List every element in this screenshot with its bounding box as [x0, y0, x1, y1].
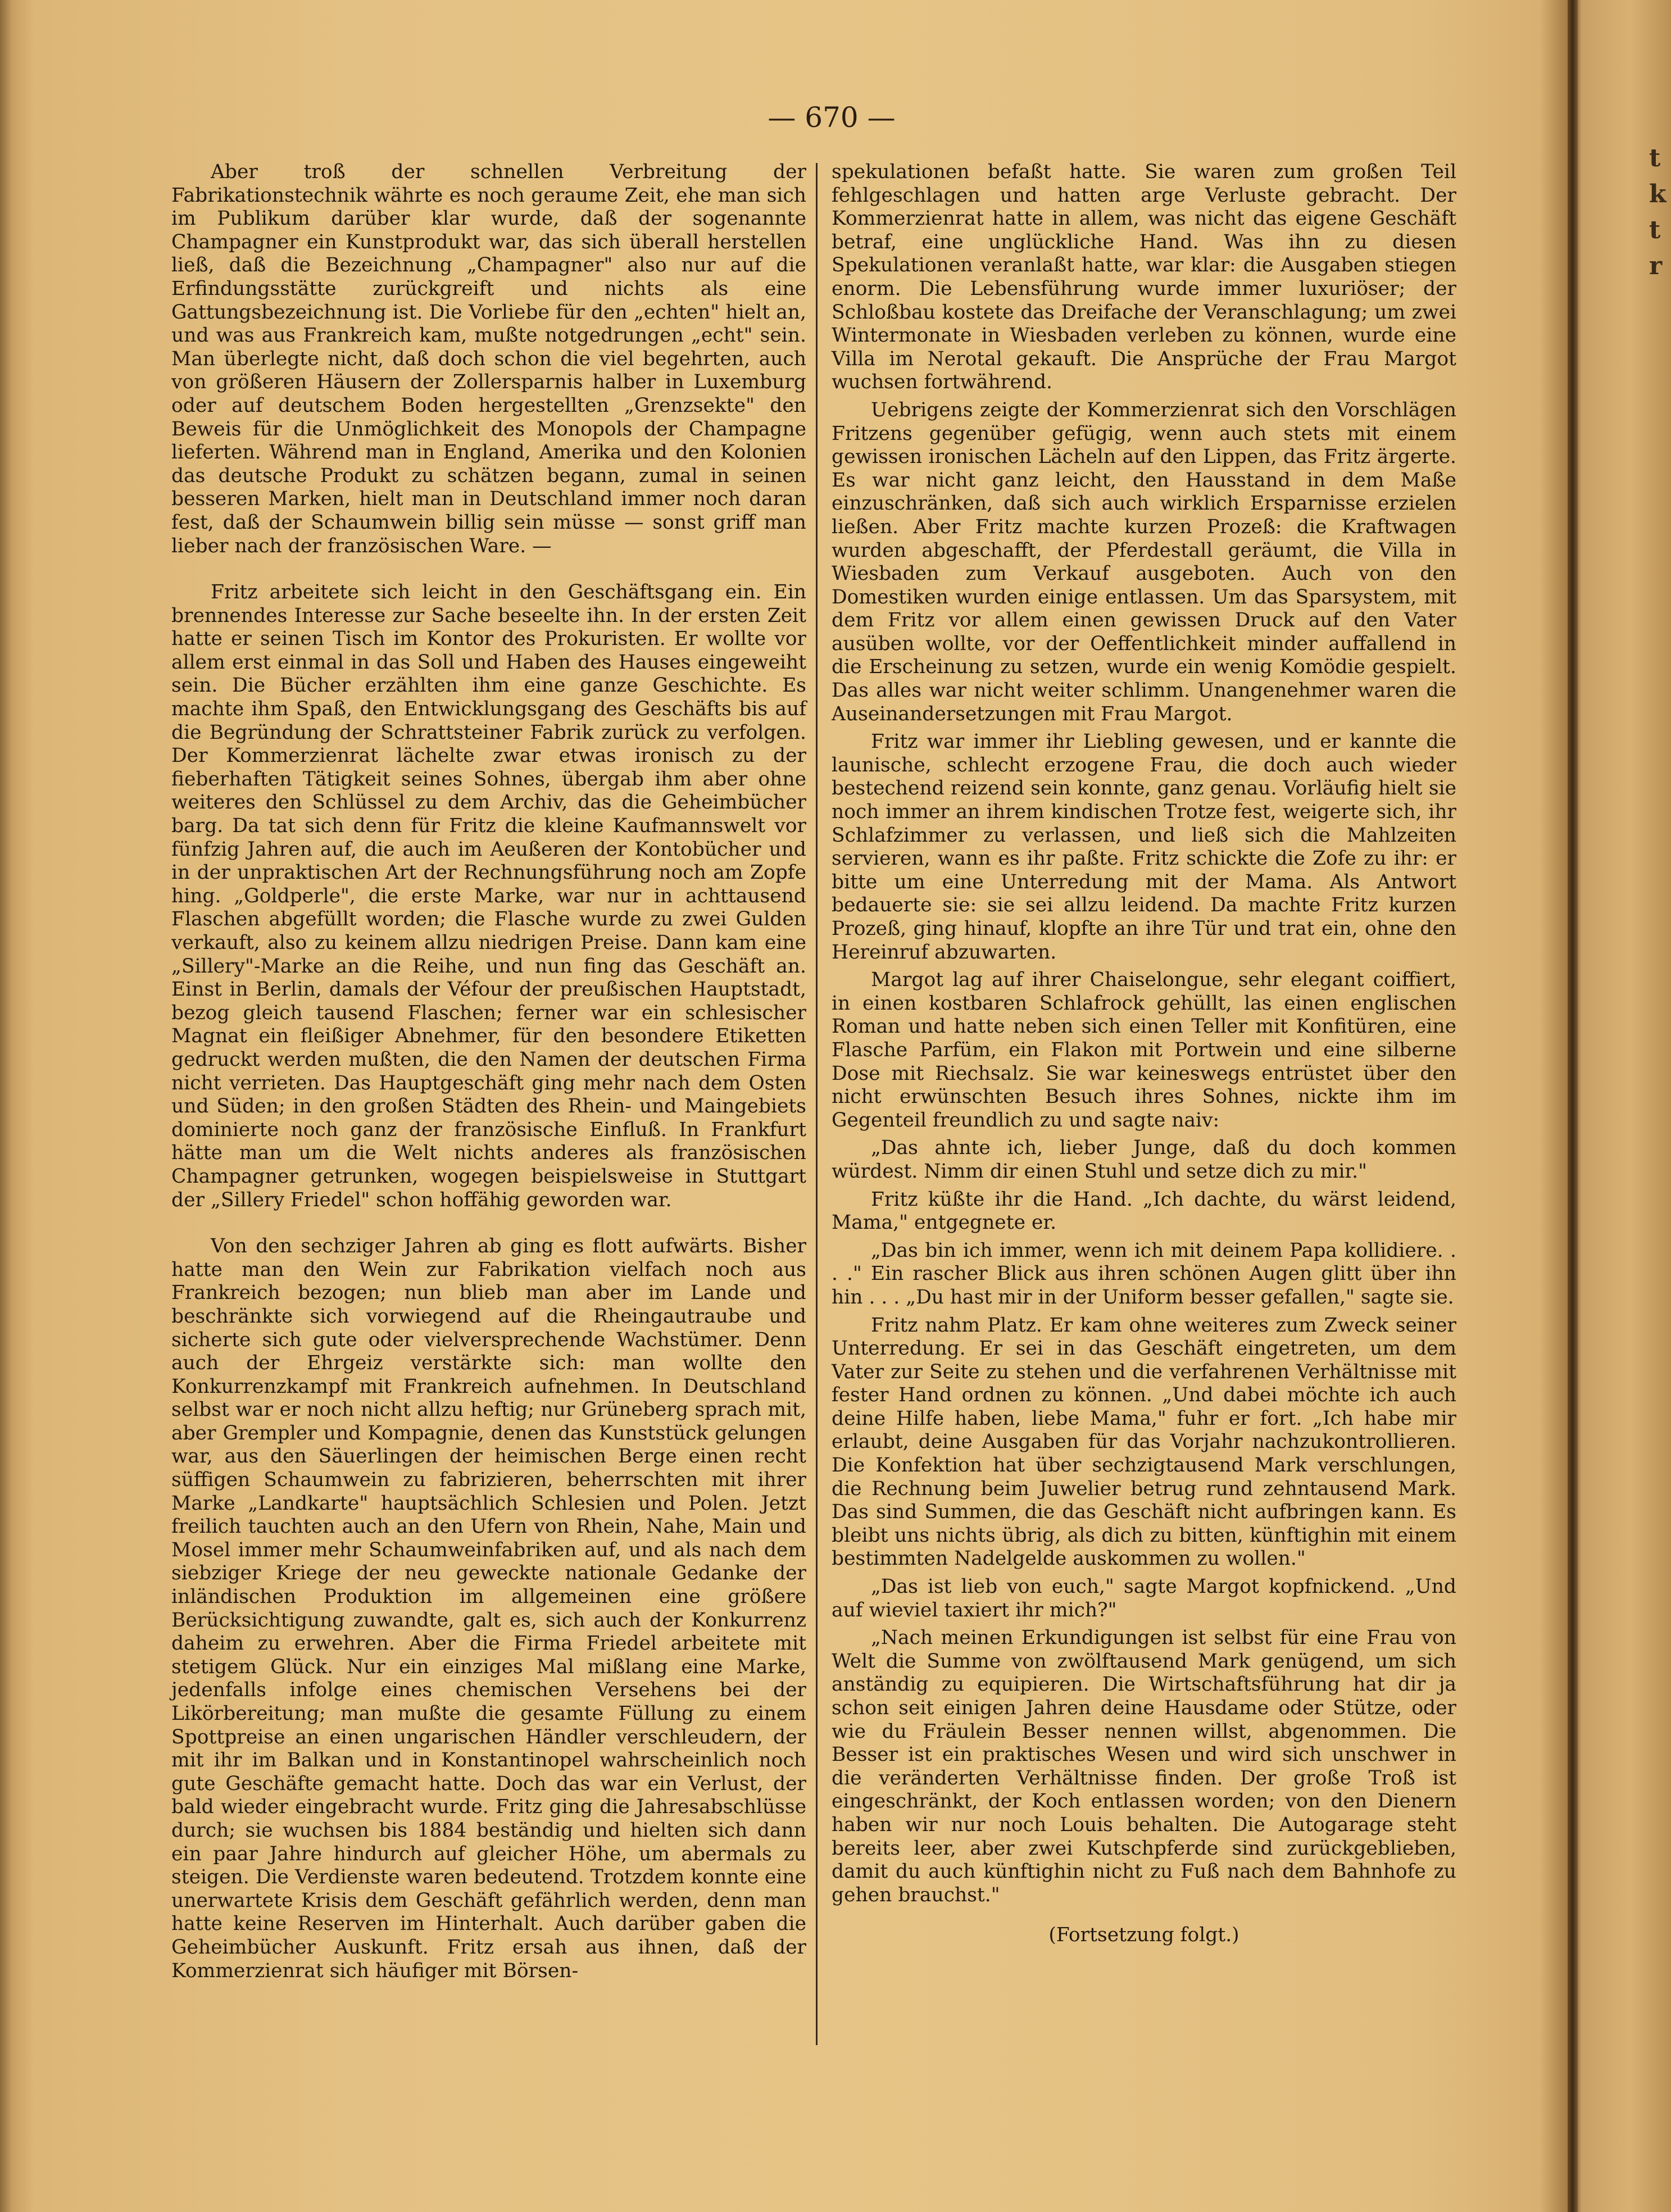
- paragraph: Fritz arbeitete sich leicht in den Geschäftsgang ein. Ein brennendes Interesse zur Sache beseelte ihn. In der ersten Zeit hatte er seinen Tisch im Kontor des Prokuristen. Er wollte vor allem erst einmal in das Soll und Haben des Hauses eingeweiht sein. Die Bücher erzählten ihm eine ganze Geschichte. Es machte ihm Spaß, den Entwicklungsgang des Geschäfts bis auf die Begründung der Schrattsteiner Fabrik zurück zu verfolgen. Der Kommerzienrat lächelte zwar etwas ironisch zu der fieberhaften Tätigkeit seines Sohnes, übergab ihm aber ohne weiteres den Schlüssel zu dem Archiv, das die Geheimbücher barg. Da tat sich denn für Fritz die kleine Kaufmannswelt vor fünfzig Jahren auf, die auch im Aeußeren der Kontobücher und in der unpraktischen Art der Rechnungsführung noch am Zopfe hing. „Goldperle", die erste Marke, war nur in achttausend Flaschen abgefüllt worden; die Flasche wurde zu zwei Gulden verkauft, also zu keinem allzu niedrigen Preise. Dann kam eine „Sillery"-Marke an die Reihe, und nun fing das Geschäft an. Einst in Berlin, damals der Véfour der preußischen Hauptstadt, bezog gleich tausend Flaschen; ferner war ein schlesischer Magnat ein fleißiger Abnehmer, für den besondere Etiketten gedruckt werden mußten, die den Namen der deutschen Firma nicht verrieten. Das Hauptgeschäft ging mehr nach dem Osten und Süden; in den großen Städten des Rhein- und Maingebiets dominierte noch ganz der französische Einfluß. In Frankfurt hätte man um die Welt nichts anderes als französischen Champagner getrunken, wogegen beispielsweise in Stuttgart der „Sillery Friedel" schon hoffähig geworden war.: [171, 581, 806, 1211]
- paragraph: Aber troß der schnellen Verbreitung der Fabrikationstechnik währte es noch geraume Zeit, ehe man sich im Publikum darüber klar wurde, daß der sogenannte Champagner ein Kunstprodukt war, das sich überall herstellen ließ, daß die Bezeichnung „Champagner" also nur auf die Erfindungsstätte zurückgreift und nichts als eine Gattungsbezeichnung ist. Die Vorliebe für den „echten" hielt an, und was aus Frankreich kam, mußte notgedrungen „echt" sein. Man überlegte nicht, daß doch schon die viel begehrten, auch von größeren Häusern der Zollersparnis halber in Luxemburg oder auf deutschem Boden hergestellten „Grenzsekte" den Beweis für die Unmöglichkeit des Monopols der Champagne lieferten. Während man in England, Amerika und den Kolonien das deutsche Produkt zu schätzen begann, zumal in seinen besseren Marken, hielt man in Deutschland immer noch daran fest, daß der Schaumwein billig sein müsse — sonst griff man lieber nach der französischen Ware. —: [171, 161, 806, 557]
- paragraph: „Das ist lieb von euch," sagte Margot kopfnickend. „Und auf wieviel taxiert ihr mich?": [832, 1575, 1456, 1621]
- paragraph: „Das bin ich immer, wenn ich mit deinem Papa kollidiere. . . ." Ein rascher Blick aus ihren schönen Augen glitt über ihn hin . . . „Du hast mir in der Uniform besser gefallen," sagte sie.: [832, 1239, 1456, 1309]
- right-column: [832, 161, 1456, 1947]
- edge-letter: k: [1649, 180, 1667, 208]
- paragraph: Von den sechziger Jahren ab ging es flott aufwärts. Bisher hatte man den Wein zur Fabrikation vielfach noch aus Frankreich bezogen; nun blieb man aber im Lande und beschränkte sich vorwiegend auf die Rheingautraube und sicherte sich gute oder vielversprechende Wachstümer. Denn auch der Ehrgeiz verstärkte sich: man wollte den Konkurrenzkampf mit Frankreich aufnehmen. In Deutschland selbst war er noch nicht allzu heftig; nur Grüneberg sprach mit, aber Grempler und Kompagnie, denen das Kunststück gelungen war, aus den Säuerlingen der heimischen Berge einen recht süffigen Schaumwein zu fabrizieren, beherrschten mit ihrer Marke „Landkarte" hauptsächlich Schlesien und Polen. Jetzt freilich tauchten auch an den Ufern von Rhein, Nahe, Main und Mosel immer mehr Schaumweinfabriken auf, und als nach dem siebziger Kriege der neu geweckte nationale Gedanke der inländischen Produktion im allgemeinen eine größere Berücksichtigung zuwandte, galt es, sich auch der Konkurrenz daheim zu erwehren. Aber die Firma Friedel arbeitete mit stetigem Glück. Nur ein einziges Mal mißlang eine Marke, jedenfalls infolge eines chemischen Versehens bei der Likörbereitung; man mußte die gesamte Füllung zu einem Spottpreise an einen ungarischen Händler verschleudern, der mit ihr im Balkan und in Konstantinopel wahrscheinlich noch gute Geschäfte gemacht hatte. Doch das war ein Verlust, der bald wieder eingebracht wurde. Fritz ging die Jahresabschlüsse durch; sie wuchsen bis 1884 beständig und hielten sich dann ein paar Jahre hindurch auf gleicher Höhe, um abermals zu steigen. Die Verdienste waren bedeutend. Trotzdem konnte eine unerwartete Krisis dem Geschäft gefährlich werden, denn man hatte keine Reserven im Hinterhalt. Auch darüber gaben die Geheimbücher Auskunft. Fritz ersah aus ihnen, daß der Kommerzienrat sich häufiger mit Börsen-: [171, 1235, 806, 1982]
- left-column: [171, 161, 806, 1983]
- paragraph: Fritz war immer ihr Liebling gewesen, und er kannte die launische, schlecht erzogene Frau, die doch auch wieder bestechend reizend sein konnte, ganz genau. Vorläufig hielt sie noch immer an ihrem kindischen Trotze fest, weigerte sich, ihr Schlafzimmer zu verlassen, und ließ sich die Mahlzeiten servieren, wann es ihr paßte. Fritz schickte die Zofe zu ihr: er bitte um eine Unterredung mit der Mama. Als Antwort bedauerte sie: sie sei allzu leidend. Da machte Fritz kurzen Prozeß, ging hinauf, klopfte an ihre Tür und trat ein, ohne den Hereinruf abzuwarten.: [832, 730, 1456, 964]
- paragraph: Fritz nahm Platz. Er kam ohne weiteres zum Zweck seiner Unterredung. Er sei in das Geschäft eingetreten, um dem Vater zur Seite zu stehen und die verfahrenen Verhältnisse mit fester Hand ordnen zu können. „Und dabei möchte ich auch deine Hilfe haben, liebe Mama," fuhr er fort. „Ich habe mir erlaubt, deine Ausgaben für das Vorjahr nachzukontrollieren. Die Konfektion hat über sechzigtausend Mark verschlungen, die Rechnung beim Juwelier betrug rund zehntausend Mark. Das sind Summen, die das Geschäft nicht aufbringen kann. Es bleibt uns nichts übrig, als dich zu bitten, künftighin mit einem bestimmten Nadelgelde auskommen zu wollen.": [832, 1314, 1456, 1570]
- edge-letter: t: [1649, 144, 1661, 172]
- paragraph: Margot lag auf ihrer Chaiselongue, sehr elegant coiffiert, in einen kostbaren Schlafrock gehüllt, las einen englischen Roman und hatte neben sich einen Teller mit Konfitüren, eine Flasche Parfüm, ein Flakon mit Portwein und eine silberne Dose mit Riechsalz. Sie war keineswegs entrüstet über den nicht erwünschten Besuch ihres Sohnes, nickte ihm im Gegenteil freundlich zu und sagte naiv:: [832, 969, 1456, 1132]
- adjacent-page-edge-text: [1649, 140, 1666, 284]
- column-divider: [816, 163, 818, 2045]
- paragraph: Uebrigens zeigte der Kommerzienrat sich den Vorschlägen Fritzens gegenüber gefügig, wenn auch stets mit einem gewissen ironischen Lächeln auf den Lippen, das Fritz ärgerte. Es war nicht ganz leicht, den Hausstand in dem Maße einzuschränken, daß sich auch wirklich Ersparnisse erzielen ließen. Aber Fritz machte kurzen Prozeß: die Kraftwagen wurden abgeschafft, der Pferdestall geräumt, die Villa in Wiesbaden zum Verkauf ausgeboten. Auch von den Domestiken wurden einige entlassen. Um das Sparsystem, mit dem Fritz vor allem einen gewissen Druck auf den Vater ausüben wollte, vor der Oeffentlichkeit minder auffallend in die Erscheinung zu setzen, wurde ein wenig Komödie gespielt. Das alles war nicht weiter schlimm. Unangenehmer waren die Auseinandersetzungen mit Frau Margot.: [832, 398, 1456, 725]
- edge-letter: r: [1649, 252, 1663, 280]
- paragraph: „Nach meinen Erkundigungen ist selbst für eine Frau von Welt die Summe von zwölftausend Mark genügend, um sich anständig zu equipieren. Die Wirtschaftsführung hat dir ja schon seit einigen Jahren deine Hausdame oder Stütze, oder wie du Fräulein Besser nennen willst, abgenommen. Die Besser ist ein praktisches Wesen und wird sich unschwer in die veränderten Verhältnisse finden. Der große Troß ist eingeschränkt, der Koch entlassen worden; von den Dienern haben wir nur noch Louis behalten. Die Autogarage steht bereits leer, aber zwei Kutschpferde sind zurückgeblieben, damit du auch künftighin nicht zu Fuß nach dem Bahnhofe zu gehen brauchst.": [832, 1627, 1456, 1906]
- paragraph: spekulationen befaßt hatte. Sie waren zum großen Teil fehlgeschlagen und hatten arge Verluste gebracht. Der Kommerzienrat hatte in allem, was nicht das eigene Geschäft betraf, eine unglückliche Hand. Was ihn zu diesen Spekulationen veranlaßt hatte, war klar: die Ausgaben stiegen enorm. Die Lebensführung wurde immer luxuriöser; der Schloßbau kostete das Dreifache der Veranschlagung; um zwei Wintermonate in Wiesbaden verleben zu können, wurde eine Villa im Nerotal gekauft. Die Ansprüche der Frau Margot wuchsen fortwährend.: [832, 161, 1456, 394]
- page-fold: [1568, 0, 1578, 2212]
- paragraph: Fritz küßte ihr die Hand. „Ich dachte, du wärst leidend, Mama," entgegnete er.: [832, 1188, 1456, 1234]
- edge-letter: t: [1649, 216, 1661, 244]
- page-number: — 670 —: [768, 101, 896, 134]
- continuation-note: (Fortsetzung folgt.): [1048, 1924, 1239, 1947]
- paragraph: „Das ahnte ich, lieber Junge, daß du doch kommen würdest. Nimm dir einen Stuhl und setze dich zu mir.": [832, 1137, 1456, 1183]
